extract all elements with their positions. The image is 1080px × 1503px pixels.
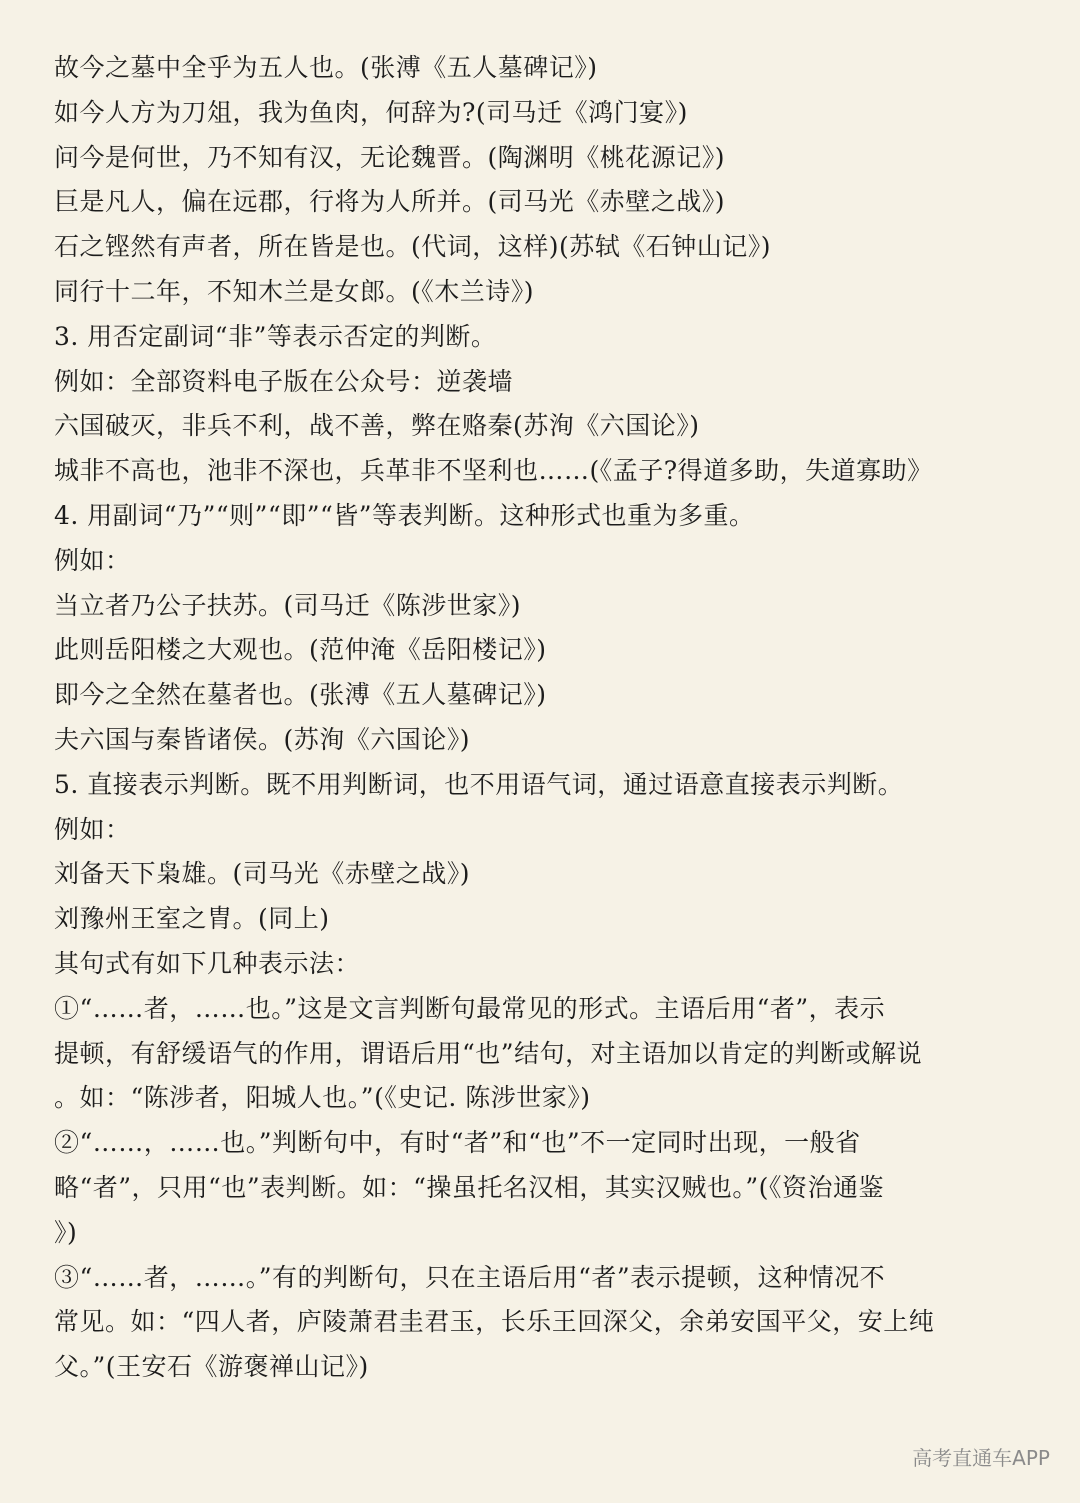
text-line: 此则岳阳楼之大观也。(范仲淹《岳阳楼记》) bbox=[54, 635, 547, 665]
text-line: 例如： bbox=[54, 545, 131, 575]
text-line: 城非不高也，池非不深也，兵革非不坚利也……(《孟子?得道多助，失道寡助》 bbox=[54, 456, 933, 486]
text-line: 六国破灭，非兵不利，战不善，弊在赂秦(苏洵《六国论》) bbox=[54, 411, 700, 441]
text-line: ③“……者，……。”有的判断句，只在主语后用“者”表示提顿，这种情况不 bbox=[54, 1262, 886, 1292]
text-line: 同行十二年，不知木兰是女郎。(《木兰诗》) bbox=[54, 276, 535, 306]
section-heading-3: 3. 用否定副词“非”等表示否定的判断。 bbox=[54, 321, 497, 351]
section-heading-4: 4. 用副词“乃”“则”“即”“皆”等表判断。这种形式也重为多重。 bbox=[54, 500, 755, 530]
text-line: 当立者乃公子扶苏。(司马迁《陈涉世家》) bbox=[54, 590, 522, 620]
text-line: 提顿，有舒缓语气的作用，谓语后用“也”结句，对主语加以肯定的判断或解说 bbox=[54, 1038, 923, 1068]
text-line: 常见。如：“四人者，庐陵萧君圭君玉，长乐王回深父，余弟安国平父，安上纯 bbox=[54, 1307, 935, 1337]
text-line: 刘豫州王室之胄。(同上) bbox=[54, 904, 330, 934]
text-line: 问今是何世，乃不知有汉，无论魏晋。(陶渊明《桃花源记》) bbox=[54, 142, 726, 172]
text-line: ②“……，……也。”判断句中，有时“者”和“也”不一定同时出现，一般省 bbox=[54, 1128, 861, 1158]
text-line: 石之铿然有声者，所在皆是也。(代词，这样)(苏轼《石钟山记》) bbox=[54, 232, 772, 262]
text-line: 如今人方为刀俎，我为鱼肉，何辞为?(司马迁《鸿门宴》) bbox=[54, 97, 688, 127]
text-line: 父。”(王安石《游褒禅山记》) bbox=[54, 1352, 369, 1382]
text-line: 。如：“陈涉者，阳城人也。”(《史记. 陈涉世家》) bbox=[54, 1083, 591, 1113]
text-line: 略“者”，只用“也”表判断。如：“操虽托名汉相，其实汉贼也。”(《资治通鉴 bbox=[54, 1172, 884, 1202]
text-line: 》) bbox=[54, 1217, 78, 1247]
text-line: 其句式有如下几种表示法： bbox=[54, 948, 361, 978]
watermark: 高考直通车APP bbox=[912, 1446, 1050, 1470]
text-line: ①“……者，……也。”这是文言判断句最常见的形式。主语后用“者”，表示 bbox=[54, 993, 886, 1023]
text-line: 例如：全部资料电子版在公众号：逆袭墙 bbox=[54, 366, 514, 396]
text-line: 例如： bbox=[54, 814, 131, 844]
text-line: 故今之墓中全乎为五人也。(张溥《五人墓碑记》) bbox=[54, 53, 598, 82]
section-heading-5: 5. 直接表示判断。既不用判断词，也不用语气词，通过语意直接表示判断。 bbox=[54, 769, 904, 799]
text-line: 夫六国与秦皆诸侯。(苏洵《六国论》) bbox=[54, 724, 471, 754]
text-line: 即今之全然在墓者也。(张溥《五人墓碑记》) bbox=[54, 680, 547, 710]
text-line: 刘备天下枭雄。(司马光《赤壁之战》) bbox=[54, 859, 471, 889]
text-line: 巨是凡人，偏在远郡，行将为人所并。(司马光《赤壁之战》) bbox=[54, 187, 726, 217]
